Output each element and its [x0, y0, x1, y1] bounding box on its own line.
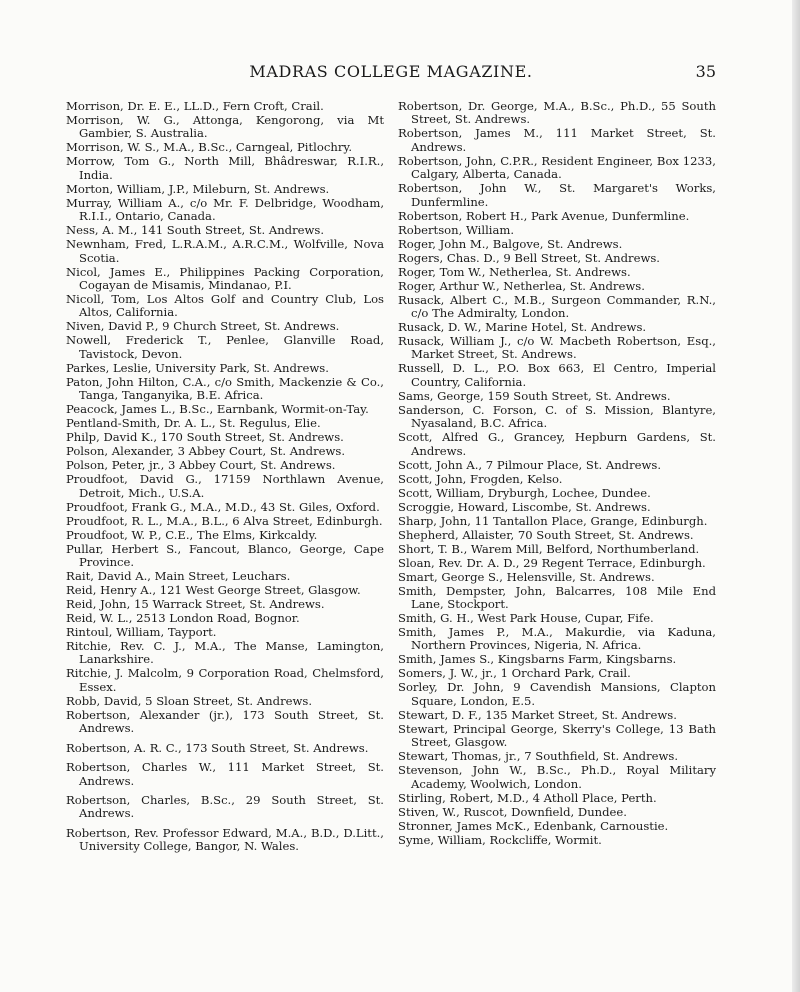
directory-entry: Ritchie, Rev. C. J., M.A., The Manse, Lamington, Lanarkshire.	[66, 639, 384, 667]
directory-entry: Robertson, John W., St. Margaret's Works, Dunfermline.	[398, 181, 716, 209]
directory-entry: Stewart, D. F., 135 Market Street, St. Andrews.	[398, 707, 677, 722]
directory-entry: Nicol, James E., Philippines Packing Corporation, Cogayan de Misamis, Mindanao, P.I.	[66, 264, 384, 293]
directory-entry: Rait, David A., Main Street, Leuchars.	[66, 569, 291, 584]
directory-entry: Nicoll, Tom, Los Altos Golf and Country Club, Los Altos, California.	[66, 292, 384, 320]
directory-entry: Sams, George, 159 South Street, St. Andrews.	[398, 388, 671, 403]
directory-entry: Pullar, Herbert S., Fancout, Blanco, George, Cape Province.	[66, 541, 384, 570]
directory-entry: Proudfoot, R. L., M.A., B.L., 6 Alva Street, Edinburgh.	[66, 513, 383, 528]
directory-entry: Scroggie, Howard, Liscombe, St. Andrews.	[398, 499, 651, 514]
directory-entry: Sloan, Rev. Dr. A. D., 29 Regent Terrace, Edinburgh.	[398, 555, 706, 570]
directory-entry: Syme, William, Rockcliffe, Wormit.	[398, 832, 602, 847]
directory-entry: Scott, William, Dryburgh, Lochee, Dundee.	[398, 485, 651, 500]
directory-entry: Proudfoot, Frank G., M.A., M.D., 43 St. Giles, Oxford.	[66, 499, 380, 514]
directory-entry: Smith, G. H., West Park House, Cupar, Fife.	[398, 611, 654, 626]
directory-entry: Stevenson, John W., B.Sc., Ph.D., Royal Military Academy, Woolwich, London.	[398, 763, 716, 791]
directory-entry: Polson, Peter, jr., 3 Abbey Court, St. Andrews.	[66, 458, 336, 473]
directory-entry: Murray, William A., c/o Mr. F. Delbridge, Woodham, R.I.I., Ontario, Canada.	[66, 195, 384, 224]
directory-entry: Robertson, William.	[398, 222, 515, 237]
directory-entry: Roger, Tom W., Netherlea, St. Andrews.	[398, 264, 631, 279]
directory-entry: Robertson, James M., 111 Market Street, St. Andrews.	[398, 126, 716, 154]
directory-entry: Robertson, Robert H., Park Avenue, Dunfermline.	[398, 208, 690, 223]
directory-entry: Short, T. B., Warem Mill, Belford, Northumberland.	[398, 541, 700, 556]
magazine-title: MADRAS COLLEGE MAGAZINE.	[249, 62, 533, 81]
directory-entry: Morton, William, J.P., Mileburn, St. Andrews.	[66, 181, 330, 196]
directory-entry: Polson, Alexander, 3 Abbey Court, St. Andrews.	[66, 444, 346, 459]
directory-entry: Rintoul, William, Tayport.	[66, 625, 217, 640]
directory-entry: Rusack, Albert C., M.B., Surgeon Commander, R.N., c/o The Admiralty, London.	[398, 292, 716, 321]
directory-entry: Paton, John Hilton, C.A., c/o Smith, Mackenzie & Co., Tanga, Tanganyika, B.E. Africa.	[66, 374, 384, 403]
directory-entry: Ness, A. M., 141 South Street, St. Andrews.	[66, 223, 325, 238]
directory-entry: Morrow, Tom G., North Mill, Bhâdreswar, R.I.R., India.	[66, 154, 384, 182]
directory-entry: Rusack, D. W., Marine Hotel, St. Andrews.	[398, 320, 647, 335]
directory-entry: Russell, D. L., P.O. Box 663, El Centro, Imperial Country, California.	[398, 361, 716, 389]
directory-entry: Smart, George S., Helensville, St. Andrews.	[398, 569, 655, 584]
directory-entry: Scott, John A., 7 Pilmour Place, St. Andrews.	[398, 457, 662, 472]
directory-entry: Rusack, William J., c/o W. Macbeth Robertson, Esq., Market Street, St. Andrews.	[398, 334, 716, 362]
directory-entry: Smith, James P., M.A., Makurdie, via Kaduna, Northern Provinces, Nigeria, N. Africa.	[398, 625, 716, 653]
directory-entry: Proudfoot, David G., 17159 Northlawn Avenue, Detroit, Mich., U.S.A.	[66, 472, 384, 500]
directory-entry: Robertson, Rev. Professor Edward, M.A., B.D., D.Litt., University College, Bangor, N. Wales.	[66, 825, 384, 854]
directory-entry: Robertson, A. R. C., 173 South Street, St. Andrews.	[66, 740, 369, 755]
directory-entry: Reid, John, 15 Warrack Street, St. Andrews.	[66, 597, 325, 612]
directory-entry: Robertson, Charles, B.Sc., 29 South Street, St. Andrews.	[66, 792, 384, 821]
directory-entry: Rogers, Chas. D., 9 Bell Street, St. Andrews.	[398, 250, 660, 265]
directory-entry: Stirling, Robert, M.D., 4 Atholl Place, Perth.	[398, 790, 657, 805]
running-header	[66, 62, 716, 84]
directory-entry: Stronner, James McK., Edenbank, Carnoustie.	[398, 818, 669, 833]
directory-entry: Morrison, W. S., M.A., B.Sc., Carngeal, Pitlochry.	[66, 140, 353, 155]
directory-entry: Stiven, W., Ruscot, Downfield, Dundee.	[398, 804, 627, 819]
right-column-directory	[398, 100, 716, 848]
directory-entry: Philp, David K., 170 South Street, St. Andrews.	[66, 430, 344, 445]
directory-entry: Reid, Henry A., 121 West George Street, Glasgow.	[66, 583, 361, 598]
page-edge-shadow	[792, 0, 800, 992]
directory-entry: Pentland-Smith, Dr. A. L., St. Regulus, Elie.	[66, 416, 321, 431]
directory-entry: Robertson, Charles W., 111 Market Street, St. Andrews.	[66, 760, 384, 788]
directory-entry: Stewart, Principal George, Skerry's College, 13 Bath Street, Glasgow.	[398, 721, 716, 750]
directory-entry: Stewart, Thomas, jr., 7 Southfield, St. Andrews.	[398, 749, 679, 764]
left-column-directory	[66, 100, 384, 860]
directory-entry: Nowell, Frederick T., Penlee, Glanville Road, Tavistock, Devon.	[66, 333, 384, 361]
directory-entry: Roger, Arthur W., Netherlea, St. Andrews.	[398, 278, 645, 293]
directory-entry: Smith, Dempster, John, Balcarres, 108 Mile End Lane, Stockport.	[398, 583, 716, 612]
directory-entry: Robertson, John, C.P.R., Resident Engineer, Box 1233, Calgary, Alberta, Canada.	[398, 153, 716, 182]
directory-entry: Sanderson, C. Forson, C. of S. Mission, Blantyre, Nyasaland, B.C. Africa.	[398, 402, 716, 431]
directory-entry: Ritchie, J. Malcolm, 9 Corporation Road, Chelmsford, Essex.	[66, 666, 384, 694]
directory-entry: Parkes, Leslie, University Park, St. Andrews.	[66, 360, 329, 375]
directory-entry: Sharp, John, 11 Tantallon Place, Grange, Edinburgh.	[398, 513, 708, 528]
directory-entry: Morrison, Dr. E. E., LL.D., Fern Croft, Crail.	[66, 99, 324, 113]
directory-entry: Sorley, Dr. John, 9 Cavendish Mansions, Clapton Square, London, E.5.	[398, 680, 716, 708]
directory-entry: Morrison, W. G., Attonga, Kengorong, via Mt Gambier, S. Australia.	[66, 113, 384, 141]
directory-entry: Scott, John, Frogden, Kelso.	[398, 471, 563, 486]
directory-entry: Scott, Alfred G., Grancey, Hepburn Gardens, St. Andrews.	[398, 430, 716, 458]
directory-entry: Robertson, Dr. George, M.A., B.Sc., Ph.D., 55 South Street, St. Andrews.	[398, 99, 716, 127]
directory-entry: Roger, John M., Balgove, St. Andrews.	[398, 236, 623, 251]
directory-entry: Robb, David, 5 Sloan Street, St. Andrews.	[66, 693, 313, 708]
directory-entry: Peacock, James L., B.Sc., Earnbank, Wormit-on-Tay.	[66, 402, 369, 417]
page-number: 35	[695, 62, 716, 81]
directory-entry: Newnham, Fred, L.R.A.M., A.R.C.M., Wolfville, Nova Scotia.	[66, 237, 384, 265]
directory-entry: Somers, J. W., jr., 1 Orchard Park, Crail.	[398, 666, 631, 681]
directory-entry: Robertson, Alexander (jr.), 173 South Street, St. Andrews.	[66, 707, 384, 736]
directory-entry: Shepherd, Allaister, 70 South Street, St. Andrews.	[398, 527, 694, 542]
directory-entry: Niven, David P., 9 Church Street, St. Andrews.	[66, 319, 340, 334]
directory-entry: Reid, W. L., 2513 London Road, Bognor.	[66, 611, 300, 626]
directory-entry: Proudfoot, W. P., C.E., The Elms, Kirkcaldy.	[66, 527, 318, 542]
directory-entry: Smith, James S., Kingsbarns Farm, Kingsbarns.	[398, 652, 677, 667]
